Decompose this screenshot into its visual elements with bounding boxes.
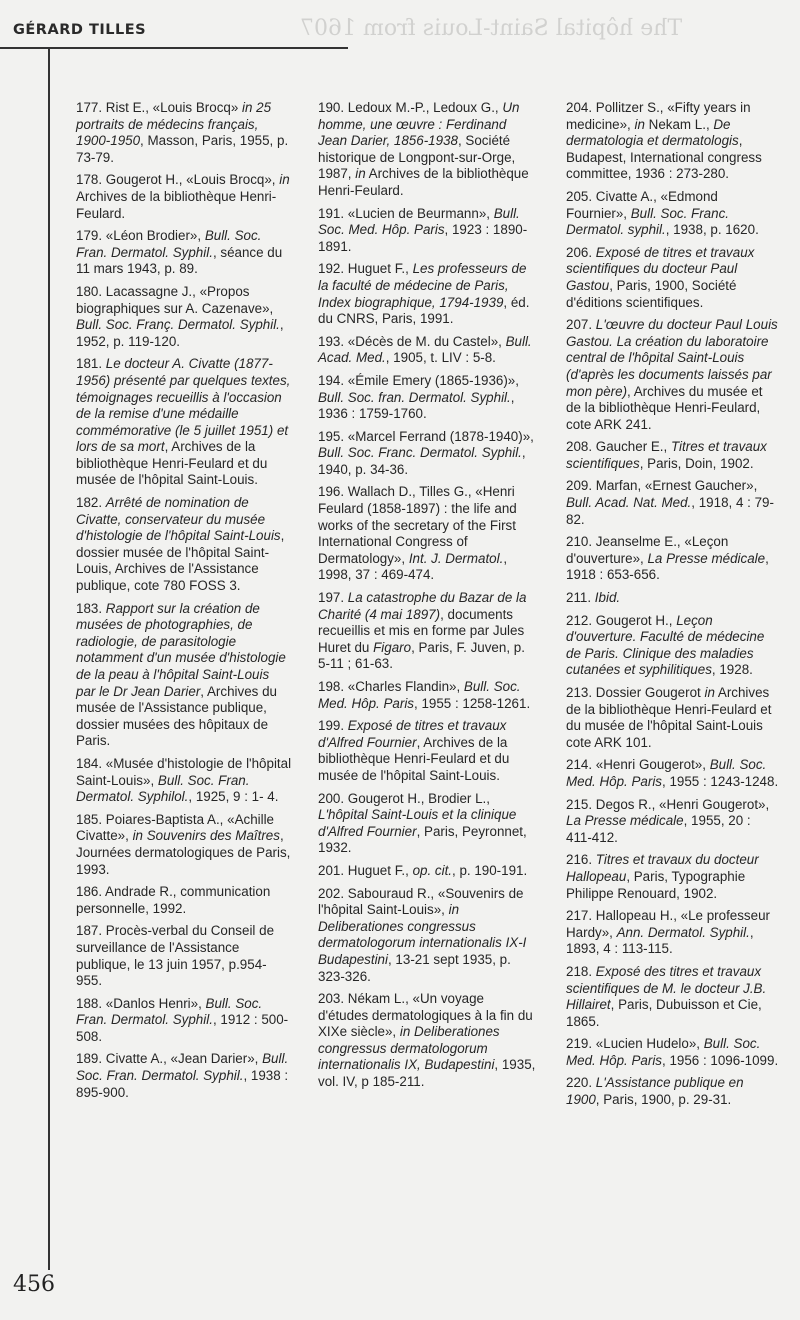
note-number: 197. — [318, 590, 348, 606]
note-text: Andrade R., communication personnelle, 1992. — [76, 884, 271, 916]
note-text: L'hôpital Saint-Louis et la clinique d'Alfred Fournier — [318, 807, 517, 839]
note-text: in — [704, 685, 715, 700]
note-number: 178. — [76, 172, 106, 188]
note-number: 177. — [76, 100, 106, 115]
note-text: , Masson, Paris, 1955, p. 73-79. — [76, 133, 289, 165]
note-text: Bull. Soc. Fran. Dermatol. Syphilol. — [76, 772, 250, 805]
note-text: , Paris, 1900, Société d'éditions scientifiques. — [566, 277, 737, 310]
note-text: Degos R., «Henri Gougerot», — [595, 796, 770, 812]
note-entry — [318, 206, 536, 256]
note-text: Exposé de titres et travaux scientifiques du docteur Paul Gastou — [566, 244, 755, 293]
note-number: 207. — [566, 317, 596, 333]
note-text: in Souvenirs des Maîtres — [132, 828, 280, 844]
note-text: Bull. Soc. Fran. Dermatol. Syphil. — [76, 228, 262, 260]
note-text: «Marcel Ferrand (1878-1940)», — [347, 428, 534, 444]
note-text: , Budapest, International congress committee, 1936 : 273-280. — [566, 133, 762, 182]
notes-column-2 — [318, 100, 536, 1097]
note-number: 198. — [318, 679, 348, 694]
note-number: 194. — [318, 372, 348, 388]
note-entry — [566, 964, 780, 1030]
note-number: 191. — [318, 205, 348, 221]
note-text: Gougerot H., «Louis Brocq», — [105, 172, 280, 188]
note-text: Gougerot H., Brodier L., — [347, 790, 490, 806]
note-text: Lacassagne J., «Propos biographiques sur A. Cazenave», — [76, 283, 274, 316]
note-text: , Paris, 1900, p. 29-31. — [595, 1092, 732, 1108]
note-text: , 1952, p. 119-120. — [76, 317, 284, 349]
note-text: L'Assistance publique en 1900 — [566, 1075, 744, 1108]
note-number: 206. — [566, 244, 596, 260]
note-text: , 1905, t. LIV : 5-8. — [385, 350, 496, 366]
note-entry — [566, 439, 780, 472]
note-text: Jeanselme E., «Leçon d'ouverture», — [566, 534, 729, 566]
note-text: «Henri Gougerot», — [595, 757, 710, 773]
notes-column-1 — [76, 100, 292, 1107]
note-text: Marfan, «Ernest Gaucher», — [595, 478, 758, 494]
note-entry — [566, 685, 780, 751]
note-number: 184. — [76, 755, 106, 771]
note-text: , éd. du CNRS, Paris, 1991. — [318, 294, 530, 327]
note-entry — [566, 797, 780, 847]
note-number: 196. — [318, 484, 348, 500]
note-text: La Presse médicale — [566, 813, 684, 829]
note-text: Titres et travaux du docteur Hallopeau — [566, 852, 759, 884]
header-rule — [0, 47, 348, 49]
note-text: , séance du 11 mars 1943, p. 89. — [76, 244, 283, 277]
note-entry — [76, 923, 292, 989]
note-entry — [566, 189, 780, 239]
note-text: Huguet F., — [347, 261, 413, 277]
note-text: in — [634, 116, 645, 132]
note-entry — [318, 863, 536, 880]
note-entry — [318, 590, 536, 673]
note-text: «Musée d'histologie de l'hôpital Saint-Louis», — [76, 755, 292, 788]
note-number: 190. — [318, 100, 348, 115]
note-number: 214. — [566, 757, 596, 773]
note-number: 216. — [566, 852, 596, 868]
note-entry — [318, 334, 536, 367]
note-entry — [76, 172, 292, 222]
note-entry — [76, 1051, 292, 1101]
note-text: , Paris, Doin, 1902. — [639, 455, 754, 471]
notes-column-3 — [566, 100, 780, 1115]
page-number: 456 — [13, 1272, 55, 1297]
note-text: Civatte A., «Edmond Fournier», — [566, 188, 718, 221]
note-number: 181. — [76, 356, 106, 372]
note-text: Un homme, une œuvre : Ferdinand Jean Darier, 1856-1938 — [318, 100, 520, 149]
note-text: Nekam L., — [644, 116, 714, 132]
note-number: 192. — [318, 261, 348, 277]
note-text: Gougerot H., — [595, 612, 677, 628]
note-entry — [318, 886, 536, 986]
note-number: 187. — [76, 923, 106, 939]
note-text: Bull. Soc. Fran. Dermatol. Syphil. — [76, 995, 263, 1028]
note-text: Sabouraud R., «Souvenirs de l'hôpital Saint-Louis», — [318, 885, 524, 918]
note-text: , p. 190-191. — [452, 862, 528, 878]
note-text: , 1935, vol. IV, p 185-211. — [318, 1057, 536, 1090]
note-text: Bull. Soc. Med. Hôp. Paris — [566, 757, 767, 789]
note-number: 211. — [566, 590, 595, 606]
note-number: 199. — [318, 718, 348, 734]
note-text: , 1925, 9 : 1- 4. — [188, 789, 279, 805]
note-text: Leçon d'ouverture. Faculté de médecine de Paris. Clinique des maladies cutanées et syphilitiques — [566, 612, 765, 678]
note-text: , 1955 : 1258-1261. — [414, 695, 531, 711]
note-text: Ibid. — [594, 590, 621, 606]
note-number: 201. — [318, 862, 348, 878]
note-number: 218. — [566, 963, 596, 979]
note-text: , Société historique de Longpont-sur-Orge, 1987, — [318, 133, 516, 182]
note-entry — [318, 429, 536, 479]
note-text: , 1912 : 500-508. — [76, 1012, 289, 1044]
note-entry — [76, 228, 292, 278]
note-text: Figaro — [373, 639, 412, 655]
note-entry — [318, 261, 536, 327]
note-text: L'œuvre du docteur Paul Louis Gastou. La création du laboratoire central de l'hôpital Saint-Louis (d'après les documents laissés par mon père) — [566, 317, 778, 399]
note-text: «Charles Flandin», — [347, 679, 464, 694]
note-number: 212. — [566, 612, 596, 628]
note-entry — [566, 908, 780, 958]
note-number: 205. — [566, 188, 596, 204]
note-entry — [76, 884, 292, 917]
note-text: Exposé de titres et travaux d'Alfred Fournier — [318, 718, 507, 750]
note-text: , 1955, 20 : 411-412. — [566, 813, 751, 845]
note-text: in Deliberationes congressus dermatologorum internationalis IX-I Budapestini — [318, 902, 527, 967]
note-number: 208. — [566, 439, 596, 455]
note-text: , 1918 : 653-656. — [566, 550, 769, 583]
running-head-author: GÉRARD TILLES — [13, 22, 147, 38]
note-text: in — [355, 166, 366, 182]
note-text: Wallach D., Tilles G., «Henri Feulard (1858-1897) : the life and works of the secretary of the First International Congress of Dermatology», — [318, 484, 517, 566]
note-text: , dossier musée de l'hôpital Saint-Louis, Archives de l'Assistance publique, cote 780 FOSS 3. — [76, 528, 285, 594]
note-text: Bull. Soc. fran. Dermatol. Syphil. — [318, 389, 511, 405]
note-number: 182. — [76, 495, 106, 511]
note-text: , Paris, Peyronnet, 1932. — [318, 823, 527, 856]
note-entry — [76, 495, 292, 595]
note-text: Bull. Soc. Franç. Dermatol. Syphil. — [76, 317, 280, 333]
bleed-through-title: The hôpital Saint-Louis from 1607 — [300, 16, 683, 41]
note-number: 188. — [76, 995, 106, 1011]
note-entry — [566, 1036, 780, 1069]
margin-rule — [48, 47, 50, 1270]
note-text: Archives de la bibliothèque Henri-Feulard. — [318, 166, 529, 198]
note-text: , 1955 : 1243-1248. — [662, 773, 779, 789]
note-text: Gaucher E., — [595, 439, 671, 455]
note-entry — [76, 812, 292, 878]
note-text: Titres et travaux scientifiques — [566, 439, 767, 471]
note-entry — [318, 373, 536, 423]
note-entry — [566, 590, 780, 607]
note-text: De dermatologia et dermatologis — [566, 116, 739, 149]
note-text: in Deliberationes congressus dermatologorum internationalis IX, Budapestini — [318, 1024, 500, 1073]
note-text: Bull. Soc. Franc. Dermatol. syphil. — [566, 205, 729, 238]
note-text: «Émile Emery (1865-1936)», — [347, 372, 519, 388]
note-text: , 1938 : 895-900. — [76, 1068, 289, 1100]
note-entry — [76, 284, 292, 350]
note-text: , 1928. — [711, 662, 753, 678]
note-text: , Archives du musée et de la bibliothèque Henri-Feulard, cote ARK 241. — [566, 383, 763, 432]
note-text: , Paris, Dubuisson et Cie, 1865. — [566, 997, 762, 1029]
note-text: La catastrophe du Bazar de la Charité (4 mai 1897) — [318, 590, 527, 622]
note-text: in — [279, 172, 290, 188]
note-text: op. cit. — [412, 862, 453, 878]
note-text: Arrêté de nomination de Civatte, conservateur du musée d'histologie de l'hôpital Saint-Louis — [76, 495, 281, 544]
note-number: 179. — [76, 228, 106, 244]
note-text: Hallopeau H., «Le professeur Hardy», — [566, 908, 770, 940]
note-text: , 1940, p. 34-36. — [318, 445, 526, 477]
note-text: Bull. Soc. Franc. Dermatol. Syphil. — [318, 445, 522, 461]
note-text: «Décès de M. du Castel», — [347, 333, 506, 349]
note-text: Bull. Soc. Med. Hôp. Paris — [318, 679, 521, 711]
note-entry — [76, 996, 292, 1046]
note-number: 215. — [566, 796, 596, 812]
note-entry — [76, 100, 292, 166]
note-text: «Léon Brodier», — [105, 228, 205, 244]
note-text: , Paris, F. Juven, p. 5-11 ; 61-63. — [318, 639, 525, 672]
note-text: Ledoux M.-P., Ledoux G., — [347, 100, 503, 115]
note-text: Procès-verbal du Conseil de surveillance de l'Assistance publique, le 13 juin 1957, p.954-955. — [76, 923, 275, 989]
note-number: 202. — [318, 885, 348, 901]
note-text: Archives de la bibliothèque Henri-Feulard. — [76, 188, 277, 221]
note-entry — [566, 317, 780, 433]
note-text: , 1923 : 1890-1891. — [318, 222, 528, 254]
note-text: , 1956 : 1096-1099. — [662, 1052, 779, 1068]
note-text: , 1936 : 1759-1760. — [318, 389, 515, 422]
note-text: Exposé des titres et travaux scientifiques de M. le docteur J.B. Hillairet — [566, 963, 767, 1013]
note-number: 209. — [566, 478, 596, 494]
note-entry — [76, 356, 292, 489]
note-text: Bull. Soc. Med. Hôp. Paris — [566, 1036, 761, 1068]
note-text: , Archives de la bibliothèque Henri-Feulard et du musée de l'hôpital Saint-Louis. — [318, 734, 510, 783]
note-number: 200. — [318, 790, 348, 806]
note-text: Bull. Acad. Nat. Med. — [566, 495, 692, 511]
note-text: Civatte A., «Jean Darier», — [105, 1051, 263, 1067]
note-number: 186. — [76, 884, 106, 900]
note-text: Pollitzer S., «Fifty years in medicine», — [566, 100, 751, 132]
note-entry — [318, 791, 536, 857]
note-number: 185. — [76, 811, 106, 827]
note-text: , Journées dermatologiques de Paris, 1993. — [76, 828, 291, 877]
note-entry — [566, 1075, 780, 1108]
note-text: in 25 portraits de médecins français, 1900-1950 — [76, 100, 272, 149]
note-entry — [318, 679, 536, 712]
note-entry — [566, 757, 780, 790]
note-entry — [318, 991, 536, 1091]
note-text: Rist E., «Louis Brocq» — [105, 100, 242, 115]
note-number: 189. — [76, 1051, 106, 1067]
note-text: , 1918, 4 : 79-82. — [566, 495, 774, 527]
note-entry — [318, 718, 536, 784]
note-text: , 1938, p. 1620. — [665, 222, 759, 238]
note-entry — [318, 100, 536, 200]
note-text: , 13-21 sept 1935, p. 323-326. — [318, 951, 511, 984]
note-number: 210. — [566, 534, 596, 550]
note-text: , Archives de la bibliothèque Henri-Feulard et du musée de l'hôpital Saint-Louis. — [76, 439, 268, 488]
note-text: «Lucien Hudelo», — [595, 1036, 704, 1052]
note-number: 183. — [76, 600, 106, 616]
note-text: , Archives du musée de l'Assistance publique, dossier musées des hôpitaux de Paris. — [76, 683, 277, 749]
note-entry — [318, 484, 536, 584]
note-text: Rapport sur la création de musées de photographies, de radiologie, de parasitologie notamment d'un musée d'histologie de la peau à l'hôpital Saint-Louis par le Dr Jean Darier — [76, 600, 286, 699]
note-text: , 1893, 4 : 113-115. — [566, 924, 754, 957]
note-number: 203. — [318, 991, 348, 1007]
note-text: Bull. Soc. Fran. Dermatol. Syphil. — [76, 1051, 289, 1084]
note-text: «Danlos Henri», — [105, 995, 206, 1011]
note-text: Le docteur A. Civatte (1877-1956) présenté par quelques textes, témoignages recueillis à l'occasion de la remise d'une médaille commémorative (le 5 juillet 1951) et lors de sa mort — [76, 356, 291, 455]
note-number: 213. — [566, 685, 596, 700]
note-entry — [566, 613, 780, 679]
note-text: Int. J. Dermatol. — [408, 550, 504, 566]
note-number: 193. — [318, 333, 348, 349]
note-number: 219. — [566, 1036, 596, 1052]
note-text: Huguet F., — [347, 862, 413, 878]
note-text: Les professeurs de la faculté de médecine de Paris, Index biographique, 1794-1939 — [318, 261, 527, 310]
note-number: 217. — [566, 908, 596, 924]
note-text: Poiares-Baptista A., «Achille Civatte», — [76, 811, 275, 844]
note-text: Bull. Soc. Med. Hôp. Paris — [318, 205, 520, 238]
note-text: , Paris, Typographie Philippe Renouard, 1902. — [566, 868, 746, 901]
note-text: Dossier Gougerot — [595, 685, 705, 700]
page-header — [0, 0, 800, 48]
note-entry — [566, 100, 780, 183]
note-text: Nékam L., «Un voyage d'études dermatologiques à la fin du XIXe siècle», — [318, 991, 533, 1040]
note-text: La Presse médicale — [647, 550, 766, 566]
note-entry — [566, 534, 780, 584]
note-text: , documents recueillis et mis en forme par Jules Huret du — [318, 606, 525, 655]
note-text: Bull. Acad. Med. — [318, 333, 532, 366]
note-text: Archives de la bibliothèque Henri-Feulard et du musée de l'hôpital Saint-Louis cote ARK 101. — [566, 685, 772, 750]
note-text: «Lucien de Beurmann», — [347, 205, 494, 221]
note-entry — [566, 852, 780, 902]
note-number: 195. — [318, 428, 348, 444]
note-entry — [76, 756, 292, 806]
note-number: 180. — [76, 283, 106, 299]
note-text: Ann. Dermatol. Syphil. — [616, 924, 750, 940]
note-entry — [566, 245, 780, 311]
note-number: 220. — [566, 1075, 596, 1091]
note-entry — [566, 478, 780, 528]
note-text: , 1998, 37 : 469-474. — [318, 550, 508, 583]
note-number: 204. — [566, 100, 596, 115]
note-entry — [76, 601, 292, 750]
